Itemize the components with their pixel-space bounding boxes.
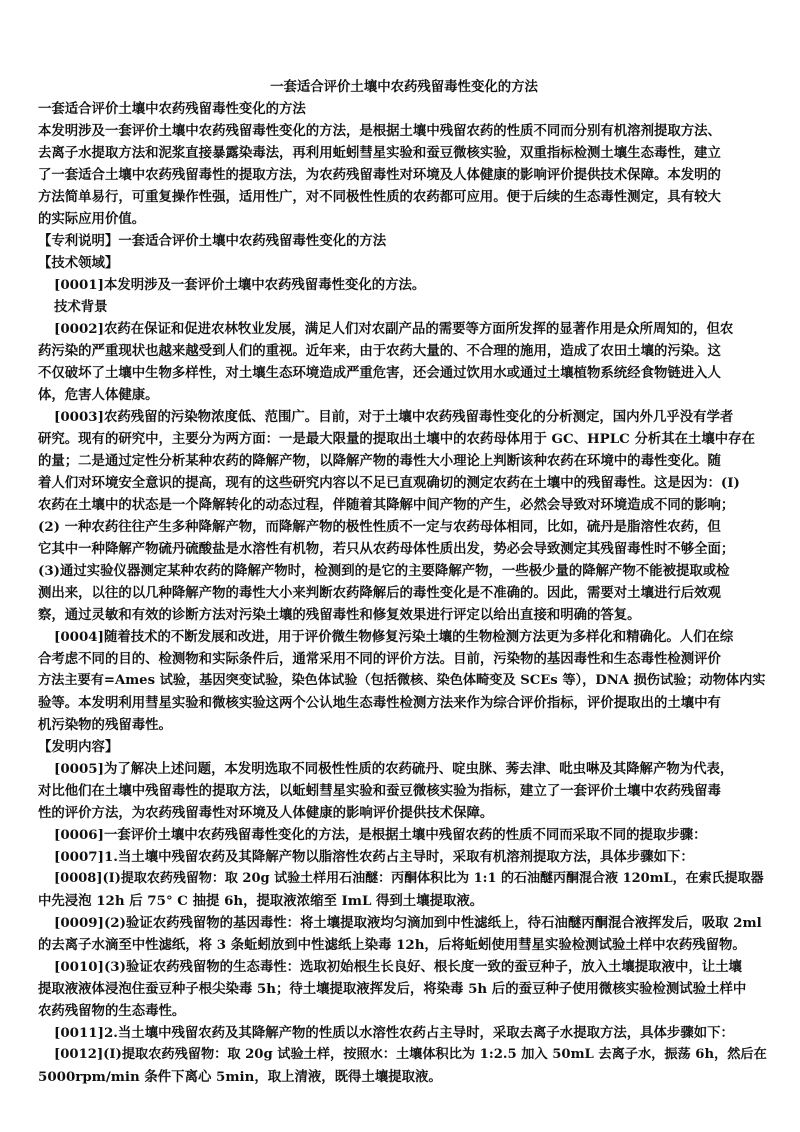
abstract-line: 方法简单易行，可重复操作性强，适用性广，对不同极性性质的农药都可应用。便于后续的生态毒性测定，具有较大 [38,189,721,205]
paragraph-line: 提取液液体浸泡住蚕豆种子根尖染毒 5h；待土壤提取液挥发后，将染毒 5h 后的蚕豆种子使用微核实验检测试验土样中 [38,981,747,997]
paragraph-line: (2) 一种农药往往产生多种降解产物，而降解产物的极性性质不一定与农药母体相同，比如，硫丹是脂溶性农药，但 [38,519,721,535]
paragraph-0002 [38,318,770,406]
paragraph-0005 [38,758,770,824]
paragraph-line: 它其中一种降解产物硫丹硫酸盐是水溶性有机物，若只从农药母体性质出发，势必会导致测定其残留毒性时不够全面； [38,541,735,557]
paragraph-line: 对比他们在土壤中残留毒性的提取方法，以蚯蚓彗星实验和蚕豆微核实验为指标，建立了一套评价土壤中农药残留毒 [38,783,721,799]
paragraph-line: [0008](I)提取农药残留物：取 20g 试验土样用石油醚：丙酮体积比为 1:1 的石油醚丙酮混合液 120mL，在索氏提取器 [54,871,764,886]
paragraph-0010 [38,956,770,1022]
abstract-line: 的实际应用价值。 [38,211,146,227]
paragraph-line: [0003]农药残留的污染物浓度低、范围广。目前，对于土壤中农药残留毒性变化的分析测定，国内外几乎没有学者 [54,409,734,425]
paragraph-line: [0002]农药在保证和促进农林牧业发展，满足人们对农副产品的需要等方面所发挥的显著作用是众所周知的，但农 [54,321,734,337]
paragraph-line: 验等。本发明利用彗星实验和微核实验这两个公认地生态毒性检测方法来作为综合评价指标，评价提取出的土壤中有 [38,695,721,711]
paragraph-line: [0005]为了解决上述问题，本发明选取不同极性性质的农药硫丹、啶虫脒、莠去津、吡虫啉及其降解产物为代表， [54,761,734,777]
abstract-line: 本发明涉及一套评价土壤中农药残留毒性变化的方法，是根据土壤中残留农药的性质不同而分别有机溶剂提取方法、 [38,123,721,139]
paragraph-line: (3)通过实验仪器测定某种农药的降解产物时，检测到的是它的主要降解产物，一些极少量的降解产物不能被提取或检 [38,563,730,579]
paragraph-line: [0010](3)验证农药残留物的生态毒性：选取初始根生长良好、根长度一致的蚕豆种子，放入土壤提取液中，让土壤 [54,959,742,975]
paragraph-0012 [38,1044,770,1088]
abstract-line: 去离子水提取方法和泥浆直接暴露染毒法，再利用蚯蚓彗星实验和蚕豆微核实验，双重指标检测土壤生态毒性，建立 [38,145,721,161]
paragraph-line: 药污染的严重现状也越来越受到人们的重视。近年来，由于农药大量的、不合理的施用，造成了农田土壤的污染。这 [38,343,721,359]
paragraph-line: 5000rpm/min 条件下离心 5min，取上清液，既得土壤提取液。 [38,1069,442,1085]
paragraph-line: 不仅破坏了土壤中生物多样性，对土壤生态环境造成严重危害，还会通过饮用水或通过土壤植物系统经食物链进入人 [38,365,721,381]
paragraph-line: 农药残留物的生态毒性。 [38,1003,186,1019]
abstract-line: 了一套适合土壤中农药残留毒性的提取方法，为农药残留毒性对环境及人体健康的影响评价提供技术保障。本发明的 [38,167,721,183]
paragraph-line: 农药在土壤中的状态是一个降解转化的动态过程，伴随着其降解中间产物的产生，必然会导致对环境造成不同的影响； [38,497,735,513]
paragraph-line: 方法主要有=Ames 试验，基因突变试验，染色体试验（包括微核、染色体畸变及 SCEs 等），DNA 损伤试验；动物体内实 [38,673,766,688]
document-title: 一套适合评价土壤中农药残留毒性变化的方法 [270,79,538,95]
paragraph-line: 的量；二是通过定性分析某种农药的降解产物，以降解产物的毒性大小理论上判断该种农药在环境中的毒性变化。随 [38,453,721,469]
paragraph-line: 中先浸泡 12h 后 75° C 抽提 6h，提取液浓缩至 ImL 得到土壤提取液。 [38,893,484,909]
paragraph-line: [0009](2)验证农药残留物的基因毒性：将土壤提取液均匀滴加到中性滤纸上，待石油醚丙酮混合液挥发后，吸取 2ml [54,915,762,931]
paragraph-line: 研究。现有的研究中，主要分为两方面：一是最大限量的提取出土壤中的农药母体用于 GC、HPLC 分析其在土壤中存在 [38,431,755,447]
document-subtitle: 一套适合评价土壤中农药残留毒性变化的方法 [38,101,306,117]
paragraph-0003 [38,406,770,626]
paragraph-line: 机污染物的残留毒性。 [38,717,172,733]
document-page [38,76,770,1088]
paragraph-line: 体，危害人体健康。 [38,387,159,403]
abstract [38,120,770,230]
paragraph-line: [0004]随着技术的不断发展和改进，用于评价微生物修复污染土壤的生物检测方法更为多样化和精确化。人们在综 [54,629,734,645]
paragraph-line: 的去离子水滴至中性滤纸，将 3 条蚯蚓放到中性滤纸上染毒 12h，后将蚯蚓使用彗星实验检测试验土样中农药残留物。 [38,937,746,953]
paragraph-line: 性的评价方法，为农药残留毒性对环境及人体健康的影响评价提供技术保障。 [38,805,494,821]
paragraph-0004 [38,626,770,736]
invention-heading: 【发明内容】 [38,739,119,755]
tech-field-heading: 【技术领域】 [38,255,119,271]
paragraph-0007: [0007]1.当土壤中残留农药及其降解产物以脂溶性农药占主导时，采取有机溶剂提取方法，具体步骤如下： [54,849,694,865]
paragraph-0011: [0011]2.当土壤中残留农药及其降解产物的性质以水溶性农药占主导时，采取去离子水提取方法，具体步骤如下： [54,1025,734,1041]
paragraph-0006: [0006]一套评价土壤中农药残留毒性变化的方法，是根据土壤中残留农药的性质不同而采取不同的提取步骤： [54,827,707,843]
background-heading: 技术背景 [54,299,108,315]
paragraph-0001: [0001]本发明涉及一套评价土壤中农药残留毒性变化的方法。 [54,277,426,293]
paragraph-line: [0012](I)提取农药残留物：取 20g 试验土样，按照水：土壤体积比为 1:2.5 加入 50mL 去离子水，振荡 6h，然后在 [54,1047,767,1062]
paragraph-0009 [38,912,770,956]
paragraph-line: 着人们对环境安全意识的提高，现有的这些研究内容以不足已直观确切的测定农药在土壤中的残留毒性。这是因为：(I) [38,475,740,491]
paragraph-line: 合考虑不同的目的、检测物和实际条件后，通常采用不同的评价方法。目前，污染物的基因毒性和生态毒性检测评价 [38,651,721,667]
paragraph-line: 测出来，以往的以几种降解产物的毒性大小来判断农药降解后的毒性变化是不准确的。因此，需要对土壤进行后效观 [38,585,721,601]
paragraph-0008 [38,868,770,912]
paragraph-line: 察，通过灵敏和有效的诊断方法对污染土壤的残留毒性和修复效果进行评定以给出直接和明确的答复。 [38,607,641,623]
patent-note-heading: 【专利说明】一套适合评价土壤中农药残留毒性变化的方法 [38,233,387,249]
